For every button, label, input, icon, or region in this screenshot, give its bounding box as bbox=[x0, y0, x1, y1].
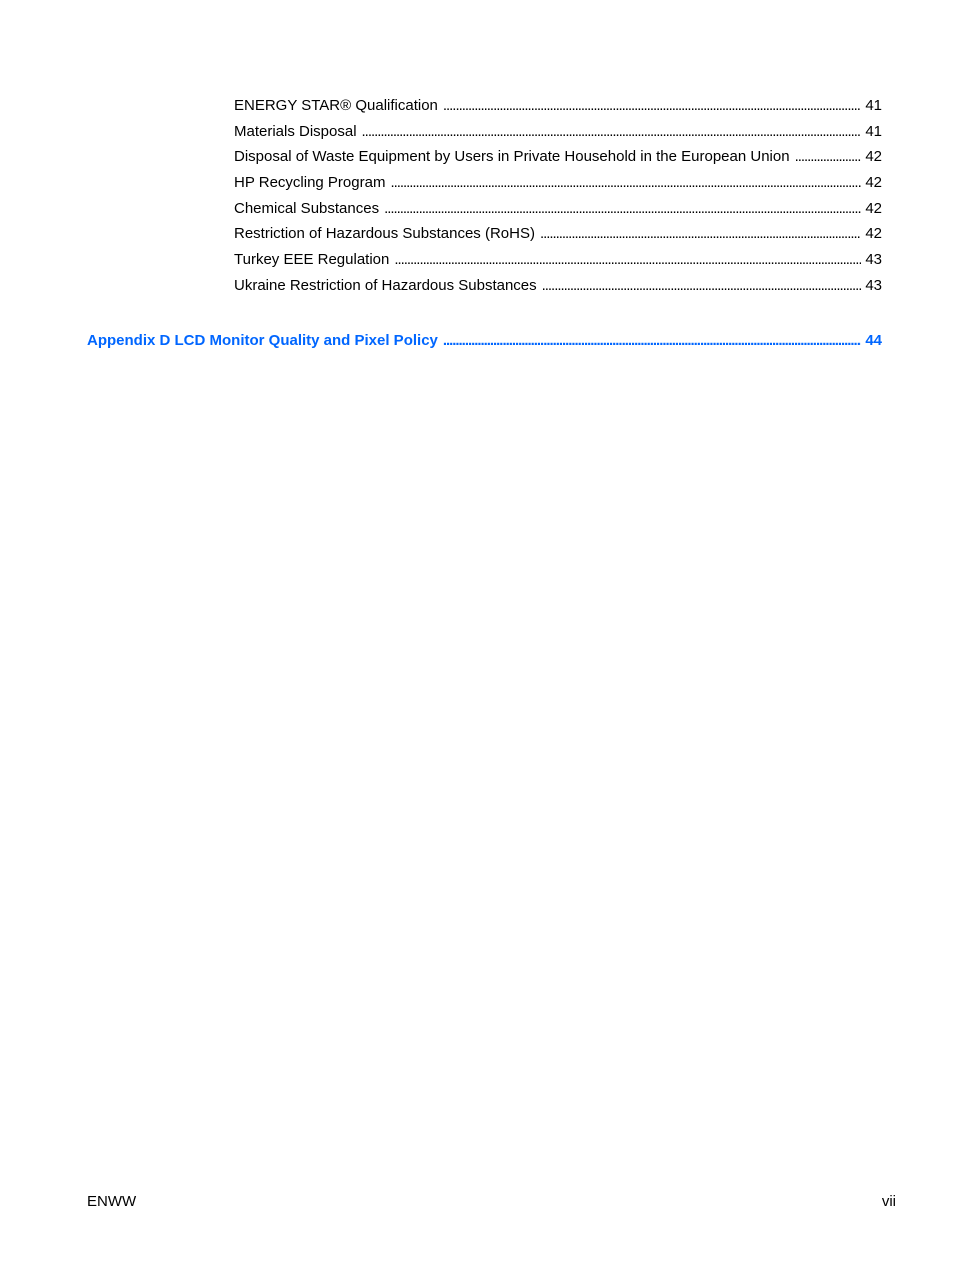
toc-entry-materials-disposal[interactable] bbox=[234, 122, 882, 148]
toc-entry-page: 41 bbox=[865, 97, 882, 114]
toc-entry-page: 42 bbox=[865, 174, 882, 192]
toc-appendix-list bbox=[87, 331, 882, 357]
toc-entry-title: Ukraine Restriction of Hazardous Substances bbox=[234, 276, 537, 294]
toc-dot-leader bbox=[384, 199, 861, 219]
toc-entry-title: ENERGY STAR® Qualification bbox=[234, 97, 438, 114]
toc-dot-leader bbox=[443, 96, 861, 116]
toc-entry-title: Chemical Substances bbox=[234, 199, 380, 217]
toc-dot-leader bbox=[390, 173, 861, 193]
toc-entry-title: Restriction of Hazardous Substances (RoHS) bbox=[234, 225, 535, 243]
toc-entry-title: Materials Disposal bbox=[234, 122, 357, 140]
toc-appendix-page: 44 bbox=[865, 332, 882, 349]
toc-dot-leader bbox=[394, 250, 861, 270]
footer-doc-code: ENWW bbox=[87, 1193, 137, 1210]
toc-dot-leader bbox=[540, 224, 861, 244]
toc-entry-page: 43 bbox=[865, 251, 882, 269]
toc-entry-appendix-d[interactable] bbox=[87, 331, 882, 357]
toc-entry-rohs[interactable] bbox=[234, 224, 882, 250]
toc-entry-title: Turkey EEE Regulation bbox=[234, 251, 390, 269]
toc-entry-page: 42 bbox=[865, 199, 882, 217]
toc-entry-ukraine-rohs[interactable] bbox=[234, 276, 882, 302]
toc-entry-page: 42 bbox=[865, 225, 882, 243]
toc-subsection-list bbox=[234, 96, 882, 302]
toc-appendix-title: Appendix D LCD Monitor Quality and Pixel Policy bbox=[87, 332, 438, 349]
toc-entry-chemical-substances[interactable] bbox=[234, 199, 882, 225]
toc-dot-leader bbox=[362, 122, 862, 142]
toc-dot-leader bbox=[443, 331, 861, 351]
toc-entry-turkey-eee[interactable] bbox=[234, 250, 882, 276]
toc-dot-leader bbox=[795, 147, 862, 167]
toc-entry-title: HP Recycling Program bbox=[234, 174, 386, 192]
toc-entry-title: Disposal of Waste Equipment by Users in Private Household in the European Union bbox=[234, 148, 790, 166]
toc-entry-energy-star[interactable] bbox=[234, 96, 882, 122]
toc-entry-page: 41 bbox=[865, 122, 882, 140]
toc-entry-page: 43 bbox=[865, 276, 882, 294]
toc-entry-page: 42 bbox=[865, 148, 882, 166]
footer-page-number: vii bbox=[881, 1193, 896, 1210]
toc-entry-hp-recycling[interactable] bbox=[234, 173, 882, 199]
toc-dot-leader bbox=[542, 276, 862, 296]
toc-entry-waste-disposal-eu[interactable] bbox=[234, 147, 882, 173]
